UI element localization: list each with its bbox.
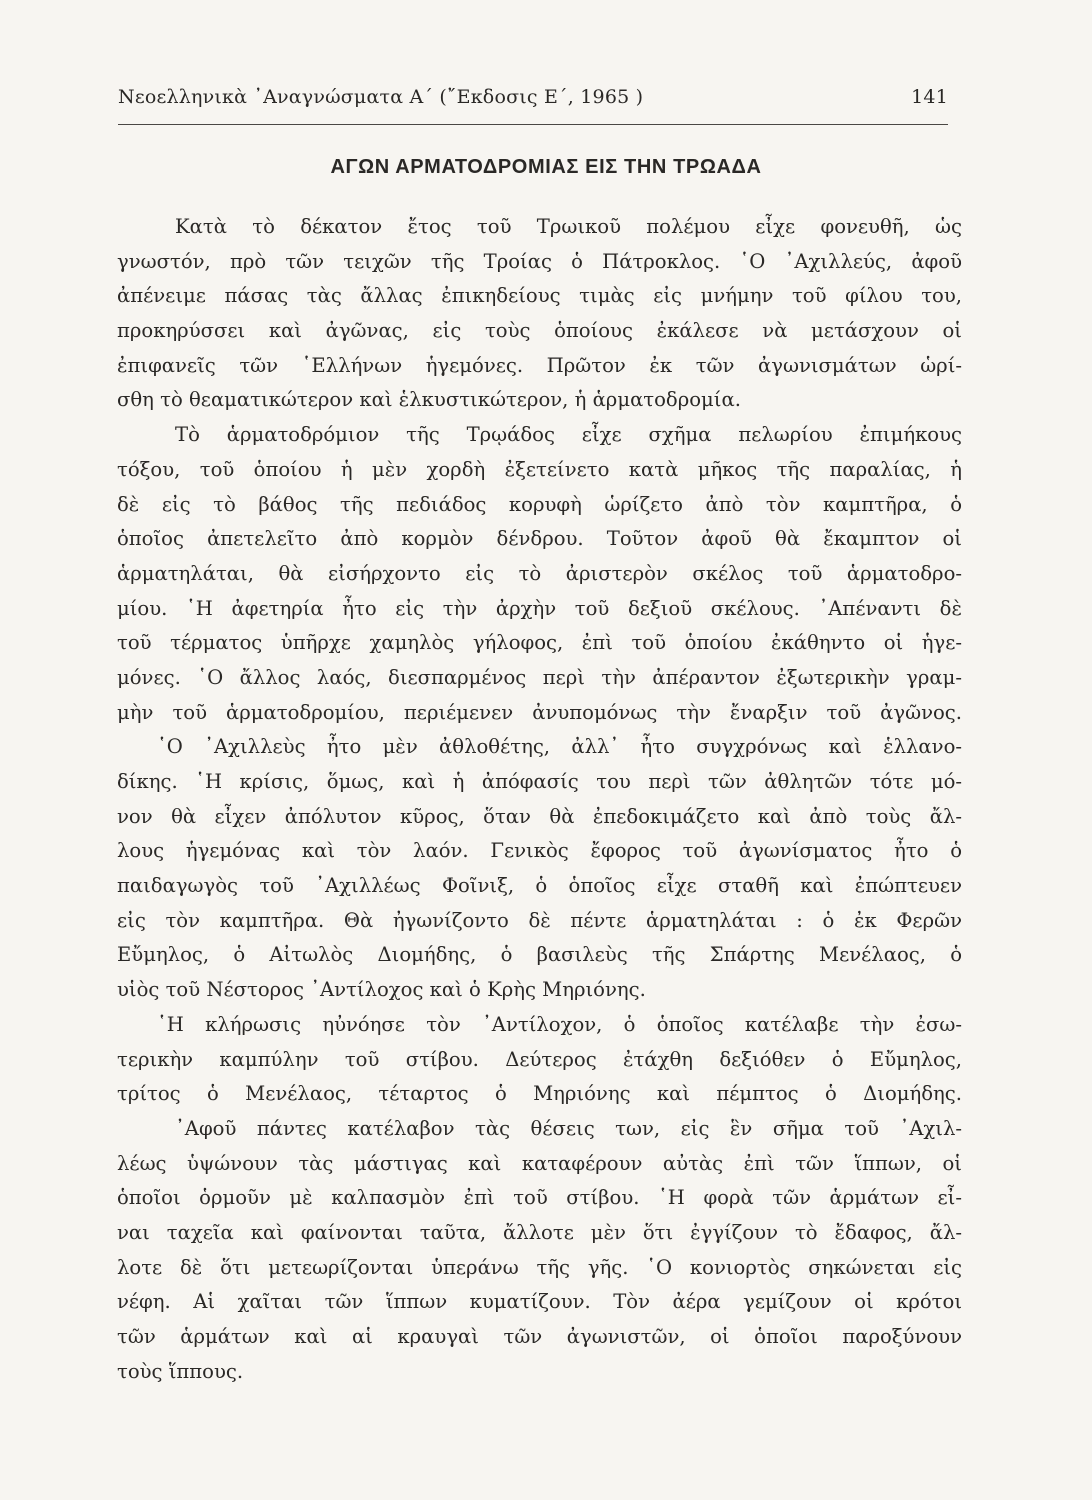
text-line: Κατὰ τὸ δέκατον ἔτος τοῦ Τρωικοῦ πολέμου εἶχε φονευθῆ, ὡς <box>175 215 962 238</box>
text-line: ναι ταχεῖα καὶ φαίνονται ταῦτα, ἄλλοτε μὲν ὅτι ἐγγίζουν τὸ ἔδαφος, ἄλ- <box>117 1220 962 1244</box>
header-rule <box>118 124 948 125</box>
text-line: νέφη. Αἱ χαῖται τῶν ἵππων κυματίζουν. Τὸν ἀέρα γεμίζουν οἱ κρότοι <box>117 1290 962 1314</box>
text-line: ῾Ο ᾿Αχιλλεὺς ἦτο μὲν ἀθλοθέτης, ἀλλ᾿ ἦτο συγχρόνως καὶ ἑλλανο- <box>157 735 962 759</box>
text-line: τοῦ τέρματος ὑπῆρχε χαμηλὸς γήλοφος, ἐπὶ τοῦ ὁποίου ἐκάθηντο οἱ ἡγε- <box>117 631 962 655</box>
page-number: 141 <box>911 86 948 108</box>
text-line: ἁρματηλάται, θὰ εἰσήρχοντο εἰς τὸ ἀριστερὸν σκέλος τοῦ ἁρματοδρο- <box>117 561 962 585</box>
text-line: λους ἡγεμόνας καὶ τὸν λαόν. Γενικὸς ἔφορος τοῦ ἀγωνίσματος ἦτο ὁ <box>117 839 962 863</box>
text-line: μίου. ῾Η ἀφετηρία ἦτο εἰς τὴν ἀρχὴν τοῦ δεξιοῦ σκέλους. ᾿Απέναντι δὲ <box>117 596 962 620</box>
text-line: προκηρύσσει καὶ ἀγῶνας, εἰς τοὺς ὁποίους ἐκάλεσε νὰ μετάσχουν οἱ <box>117 319 962 343</box>
text-line: υἱὸς τοῦ Νέστορος ᾿Αντίλοχος καὶ ὁ Κρὴς Μηριόνης. <box>117 978 646 1002</box>
text-line: τοὺς ἵππους. <box>117 1359 244 1383</box>
text-line: τρίτος ὁ Μενέλαος, τέταρτος ὁ Μηριόνης καὶ πέμπτος ὁ Διομήδης. <box>117 1082 962 1106</box>
chapter-title: ΑΓΩΝ ΑΡΜΑΤΟΔΡΟΜΙΑΣ ΕΙΣ ΤΗΝ ΤΡΩΑΔΑ <box>330 156 762 178</box>
text-line: ὁποῖος ἀπετελεῖτο ἀπὸ κορμὸν δένδρου. Τοῦτον ἀφοῦ θὰ ἔκαμπτον οἱ <box>117 527 962 551</box>
text-line: ῾Η κλήρωσις ηὐνόησε τὸν ᾿Αντίλοχον, ὁ ὁποῖος κατέλαβε τὴν ἐσω- <box>157 1012 962 1036</box>
running-header <box>118 86 948 108</box>
text-line: μόνες. ῾Ο ἄλλος λαός, διεσπαρμένος περὶ τὴν ἀπέραντον ἐξωτερικὴν γραμ- <box>117 665 962 689</box>
text-line: παιδαγωγὸς τοῦ ᾿Αχιλλέως Φοῖνιξ, ὁ ὁποῖος εἶχε σταθῆ καὶ ἐπώπτευεν <box>117 874 962 898</box>
text-line: ἀπένειμε πάσας τὰς ἄλλας ἐπικηδείους τιμὰς εἰς μνήμην τοῦ φίλου του, <box>117 284 962 308</box>
text-line: δὲ εἰς τὸ βάθος τῆς πεδιάδος κορυφὴ ὡρίζετο ἀπὸ τὸν καμπτῆρα, ὁ <box>117 492 962 516</box>
text-line: λοτε δὲ ὅτι μετεωρίζονται ὑπεράνω τῆς γῆς. ῾Ο κονιορτὸς σηκώνεται εἰς <box>117 1255 962 1279</box>
text-line: Τὸ ἁρματοδρόμιον τῆς Τρῳάδος εἶχε σχῆμα πελωρίου ἐπιμήκους <box>175 423 962 447</box>
text-line: μὴν τοῦ ἁρματοδρομίου, περιέμενεν ἀνυπομόνως τὴν ἔναρξιν τοῦ ἀγῶνος. <box>117 700 962 724</box>
text-line: ἐπιφανεῖς τῶν ῾Ελλήνων ἡγεμόνες. Πρῶτον ἐκ τῶν ἀγωνισμάτων ὡρί- <box>117 353 962 377</box>
text-line: Εὔμηλος, ὁ Αἰτωλὸς Διομήδης, ὁ βασιλεὺς τῆς Σπάρτης Μενέλαος, ὁ <box>117 943 962 967</box>
text-line: εἰς τὸν καμπτῆρα. Θὰ ἠγωνίζοντο δὲ πέντε ἁρματηλάται : ὁ ἐκ Φερῶν <box>117 908 962 932</box>
text-line: τόξου, τοῦ ὁποίου ἡ μὲν χορδὴ ἐξετείνετο κατὰ μῆκος τῆς παραλίας, ἡ <box>117 457 962 481</box>
text-line: σθη τὸ θεαματικώτερον καὶ ἑλκυστικώτερον, ἡ ἁρματοδρομία. <box>117 388 741 412</box>
text-line: λέως ὑψώνουν τὰς μάστιγας καὶ καταφέρουν αὐτὰς ἐπὶ τῶν ἵππων, οἱ <box>117 1151 962 1175</box>
body-text <box>117 210 962 1389</box>
text-line: νον θὰ εἶχεν ἀπόλυτον κῦρος, ὅταν θὰ ἐπεδοκιμάζετο καὶ ἀπὸ τοὺς ἄλ- <box>117 804 962 828</box>
text-line: γνωστόν, πρὸ τῶν τειχῶν τῆς Τροίας ὁ Πάτροκλος. ῾Ο ᾿Αχιλλεύς, ἀφοῦ <box>117 249 962 273</box>
text-line: τῶν ἁρμάτων καὶ αἱ κραυγαὶ τῶν ἀγωνιστῶν, οἱ ὁποῖοι παροξύνουν <box>117 1325 962 1348</box>
text-line: δίκης. ῾Η κρίσις, ὅμως, καὶ ἡ ἀπόφασίς του περὶ τῶν ἀθλητῶν τότε μό- <box>117 770 962 793</box>
text-line: τερικὴν καμπύλην τοῦ στίβου. Δεύτερος ἐτάχθη δεξιόθεν ὁ Εὔμηλος, <box>117 1047 962 1071</box>
text-line: ᾿Αφοῦ πάντες κατέλαβον τὰς θέσεις των, εἰς ἓν σῆμα τοῦ ᾿Αχιλ- <box>175 1116 962 1140</box>
text-line: ὁποῖοι ὁρμοῦν μὲ καλπασμὸν ἐπὶ τοῦ στίβου. ῾Η φορὰ τῶν ἁρμάτων εἶ- <box>117 1186 962 1210</box>
running-title: Νεοελληνικὰ ᾿Αναγνώσματα Α΄ (῎Εκδοσις Ε΄, 1965 ) <box>118 86 644 108</box>
